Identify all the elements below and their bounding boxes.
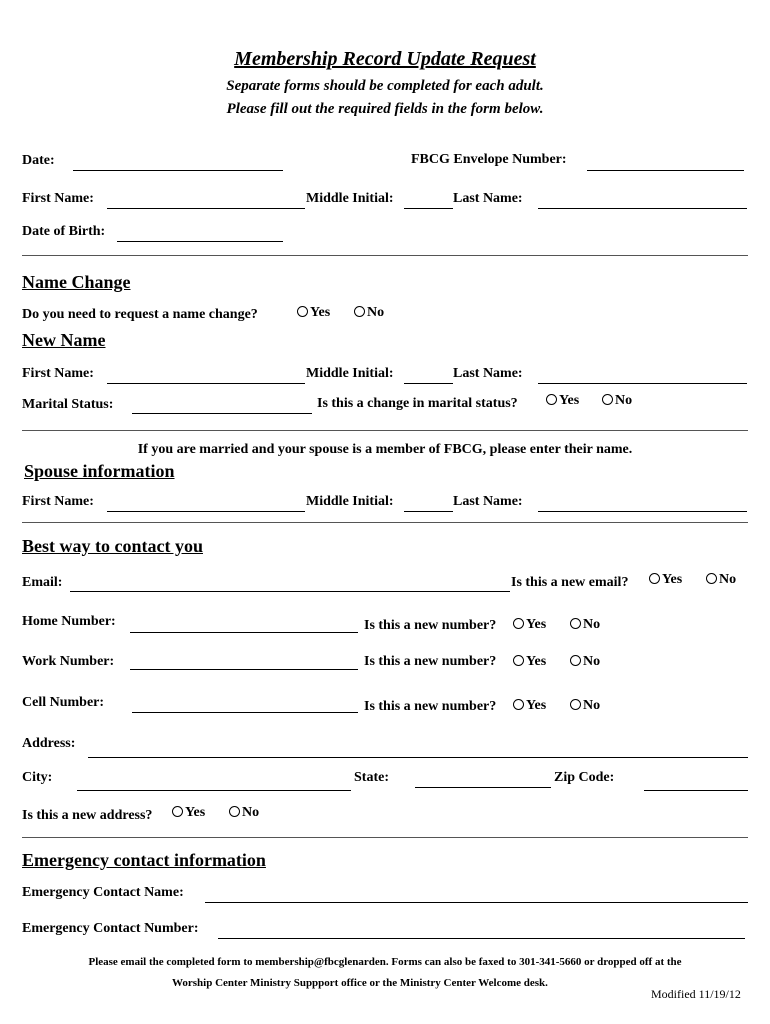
radio-circle-icon bbox=[513, 655, 524, 666]
name-change-yes-radio[interactable]: Yes bbox=[297, 305, 330, 321]
footer-instructions-line2: Worship Center Ministry Suppport office or the Ministry Center Welcome desk. bbox=[172, 977, 548, 989]
divider bbox=[22, 522, 748, 523]
new-middle-initial-field[interactable] bbox=[404, 383, 453, 384]
dob-field[interactable] bbox=[117, 241, 283, 242]
radio-circle-icon bbox=[513, 699, 524, 710]
new-last-name-field[interactable] bbox=[538, 383, 747, 384]
new-middle-initial-label: Middle Initial: bbox=[306, 366, 394, 381]
cell-number-field[interactable] bbox=[132, 712, 358, 713]
city-label: City: bbox=[22, 770, 53, 785]
radio-circle-icon bbox=[570, 618, 581, 629]
page-title: Membership Record Update Request bbox=[234, 48, 536, 70]
contact-heading: Best way to contact you bbox=[22, 536, 203, 556]
state-label: State: bbox=[354, 770, 389, 785]
spouse-last-name-label: Last Name: bbox=[453, 494, 523, 509]
emergency-heading: Emergency contact information bbox=[22, 850, 266, 870]
cell-new-number-yes-radio[interactable]: Yes bbox=[513, 698, 546, 714]
address-field[interactable] bbox=[88, 757, 748, 758]
cell-new-number-question: Is this a new number? bbox=[364, 699, 497, 714]
envelope-number-label: FBCG Envelope Number: bbox=[411, 152, 567, 167]
zip-code-field[interactable] bbox=[644, 790, 748, 791]
modified-date: Modified 11/19/12 bbox=[651, 987, 741, 1001]
emergency-number-label: Emergency Contact Number: bbox=[22, 921, 199, 936]
marital-change-no-radio[interactable]: No bbox=[602, 393, 632, 409]
marital-status-label: Marital Status: bbox=[22, 397, 114, 412]
name-change-no-radio[interactable]: No bbox=[354, 305, 384, 321]
spouse-heading: Spouse information bbox=[24, 461, 175, 481]
footer-instructions-line1: Please email the completed form to membership@fbcglenarden. Forms can also be faxed to 301-341-5660 or dropped off at the bbox=[88, 956, 682, 968]
work-new-number-question: Is this a new number? bbox=[364, 654, 497, 669]
dob-label: Date of Birth: bbox=[22, 224, 106, 239]
address-label: Address: bbox=[22, 736, 76, 751]
emergency-name-label: Emergency Contact Name: bbox=[22, 885, 184, 900]
spouse-first-name-label: First Name: bbox=[22, 494, 94, 509]
subtitle-adult: Separate forms should be completed for each adult. bbox=[226, 78, 544, 94]
new-email-question: Is this a new email? bbox=[511, 575, 629, 590]
divider bbox=[22, 837, 748, 838]
work-new-number-yes-radio[interactable]: Yes bbox=[513, 654, 546, 670]
first-name-label: First Name: bbox=[22, 191, 94, 206]
home-new-number-question: Is this a new number? bbox=[364, 618, 497, 633]
middle-initial-field[interactable] bbox=[404, 208, 453, 209]
work-number-field[interactable] bbox=[130, 669, 358, 670]
last-name-label: Last Name: bbox=[453, 191, 523, 206]
date-label: Date: bbox=[22, 153, 55, 168]
city-field[interactable] bbox=[77, 790, 351, 791]
radio-circle-icon bbox=[706, 573, 717, 584]
radio-circle-icon bbox=[570, 699, 581, 710]
name-change-heading: Name Change bbox=[22, 272, 131, 292]
radio-circle-icon bbox=[649, 573, 660, 584]
spouse-middle-initial-label: Middle Initial: bbox=[306, 494, 394, 509]
last-name-field[interactable] bbox=[538, 208, 747, 209]
spouse-last-name-field[interactable] bbox=[538, 511, 747, 512]
emergency-number-field[interactable] bbox=[218, 938, 745, 939]
new-name-heading: New Name bbox=[22, 330, 106, 350]
radio-circle-icon bbox=[229, 806, 240, 817]
new-email-yes-radio[interactable]: Yes bbox=[649, 572, 682, 588]
radio-circle-icon bbox=[297, 306, 308, 317]
first-name-field[interactable] bbox=[107, 208, 305, 209]
new-first-name-field[interactable] bbox=[107, 383, 305, 384]
spouse-first-name-field[interactable] bbox=[107, 511, 305, 512]
emergency-name-field[interactable] bbox=[205, 902, 748, 903]
email-label: Email: bbox=[22, 575, 63, 590]
email-field[interactable] bbox=[70, 591, 510, 592]
marital-change-question: Is this a change in marital status? bbox=[317, 396, 518, 411]
zip-code-label: Zip Code: bbox=[554, 770, 615, 785]
new-first-name-label: First Name: bbox=[22, 366, 94, 381]
middle-initial-label: Middle Initial: bbox=[306, 191, 394, 206]
home-new-number-no-radio[interactable]: No bbox=[570, 617, 600, 633]
new-address-no-radio[interactable]: No bbox=[229, 805, 259, 821]
envelope-number-field[interactable] bbox=[587, 170, 744, 171]
new-address-question: Is this a new address? bbox=[22, 808, 153, 823]
work-number-label: Work Number: bbox=[22, 654, 115, 669]
radio-circle-icon bbox=[570, 655, 581, 666]
date-field[interactable] bbox=[73, 170, 283, 171]
home-number-label: Home Number: bbox=[22, 614, 116, 629]
marital-status-field[interactable] bbox=[132, 413, 312, 414]
cell-new-number-no-radio[interactable]: No bbox=[570, 698, 600, 714]
subtitle-required: Please fill out the required fields in the form below. bbox=[226, 101, 544, 117]
radio-circle-icon bbox=[513, 618, 524, 629]
marital-change-yes-radio[interactable]: Yes bbox=[546, 393, 579, 409]
new-email-no-radio[interactable]: No bbox=[706, 572, 736, 588]
home-number-field[interactable] bbox=[130, 632, 358, 633]
cell-number-label: Cell Number: bbox=[22, 695, 105, 710]
home-new-number-yes-radio[interactable]: Yes bbox=[513, 617, 546, 633]
spouse-middle-initial-field[interactable] bbox=[404, 511, 453, 512]
radio-circle-icon bbox=[354, 306, 365, 317]
radio-circle-icon bbox=[602, 394, 613, 405]
divider bbox=[22, 430, 748, 431]
radio-circle-icon bbox=[172, 806, 183, 817]
new-last-name-label: Last Name: bbox=[453, 366, 523, 381]
state-field[interactable] bbox=[415, 787, 551, 788]
spouse-note: If you are married and your spouse is a member of FBCG, please enter their name. bbox=[137, 442, 633, 457]
new-address-yes-radio[interactable]: Yes bbox=[172, 805, 205, 821]
work-new-number-no-radio[interactable]: No bbox=[570, 654, 600, 670]
name-change-question: Do you need to request a name change? bbox=[22, 307, 258, 322]
divider bbox=[22, 255, 748, 256]
radio-circle-icon bbox=[546, 394, 557, 405]
